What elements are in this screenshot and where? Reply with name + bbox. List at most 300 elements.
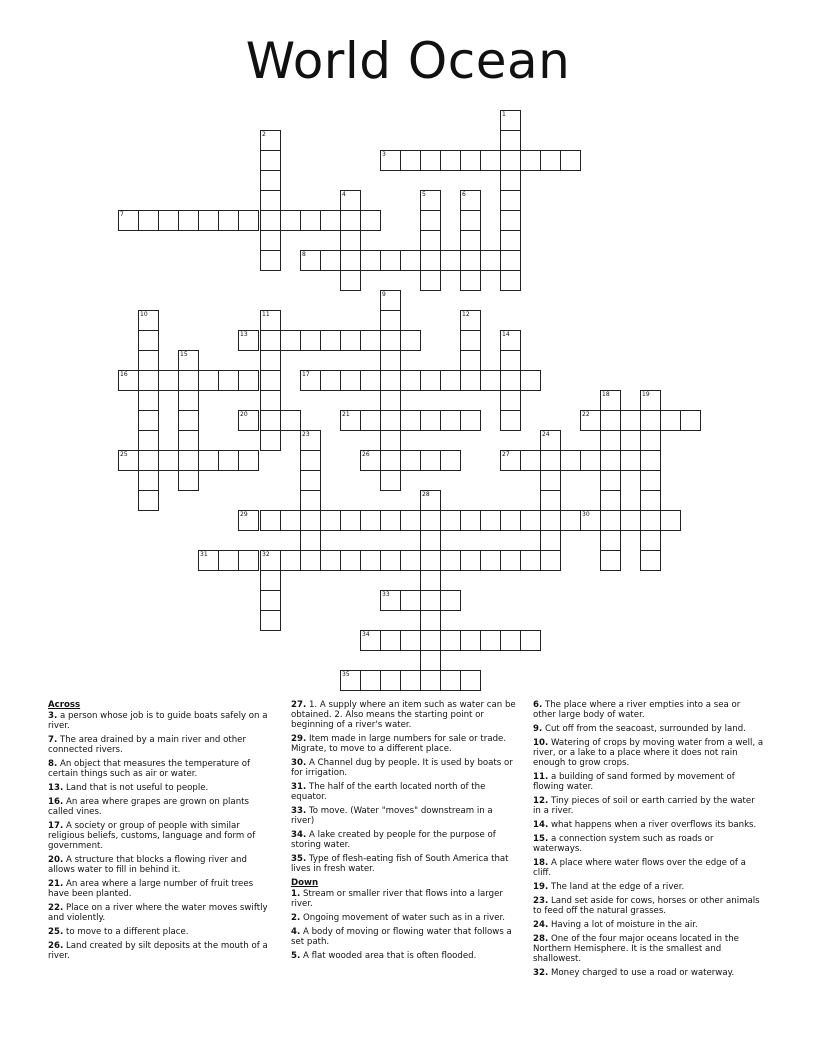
crossword-cell[interactable]	[260, 150, 281, 171]
clue-text: Land set aside for cows, horses or other animals to feed off the natural grasses.	[533, 896, 760, 916]
crossword-cell[interactable]	[420, 590, 441, 611]
crossword-cell[interactable]	[420, 450, 441, 471]
crossword-cell[interactable]	[480, 250, 501, 271]
crossword-cell[interactable]	[580, 450, 601, 471]
crossword-cell[interactable]	[320, 370, 341, 391]
crossword-cell[interactable]	[178, 350, 199, 371]
crossword-cell[interactable]	[460, 330, 481, 351]
clue-number-label: 21.	[48, 879, 64, 889]
clue-number-label: 11.	[533, 772, 549, 782]
crossword-cell[interactable]	[138, 390, 159, 411]
crossword-cell[interactable]	[460, 210, 481, 231]
crossword-cell[interactable]	[280, 210, 301, 231]
crossword-cell[interactable]	[520, 150, 541, 171]
clue-number: 5	[422, 191, 426, 198]
clue-item	[533, 724, 765, 734]
crossword-cell[interactable]	[480, 510, 501, 531]
crossword-cell[interactable]	[218, 550, 239, 571]
crossword-cell[interactable]	[360, 250, 381, 271]
clue-number-label: 27.	[291, 700, 307, 710]
crossword-cell[interactable]	[640, 530, 661, 551]
clue-item	[533, 772, 765, 792]
crossword-cell[interactable]	[440, 670, 461, 691]
crossword-cell[interactable]	[420, 630, 441, 651]
crossword-cell[interactable]	[138, 490, 159, 511]
clue-number: 8	[302, 251, 306, 258]
crossword-cell[interactable]	[360, 670, 381, 691]
crossword-cell[interactable]	[540, 150, 561, 171]
crossword-cell[interactable]	[640, 390, 661, 411]
crossword-cell[interactable]	[480, 150, 501, 171]
crossword-cell[interactable]	[500, 450, 521, 471]
crossword-cell[interactable]	[420, 610, 441, 631]
crossword-cell[interactable]	[260, 130, 281, 151]
clue-number-label: 13.	[48, 783, 64, 793]
crossword-cell[interactable]	[260, 190, 281, 211]
crossword-cell[interactable]	[380, 670, 401, 691]
crossword-cell[interactable]	[460, 410, 481, 431]
crossword-cell[interactable]	[360, 210, 381, 231]
clue-text: A place where water flows over the edge of a cliff.	[533, 858, 746, 878]
crossword-cell[interactable]	[640, 470, 661, 491]
crossword-cell[interactable]	[340, 370, 361, 391]
crossword-cell[interactable]	[460, 630, 481, 651]
clue-text: Ongoing movement of water such as in a river.	[302, 913, 506, 923]
crossword-cell[interactable]	[500, 150, 521, 171]
crossword-cell[interactable]	[380, 410, 401, 431]
crossword-cell[interactable]	[500, 250, 521, 271]
crossword-cell[interactable]	[480, 370, 501, 391]
crossword-cell[interactable]	[218, 450, 239, 471]
crossword-cell[interactable]	[360, 630, 381, 651]
crossword-cell[interactable]	[118, 210, 139, 231]
crossword-cell[interactable]	[400, 330, 421, 351]
crossword-cell[interactable]	[380, 250, 401, 271]
crossword-cell[interactable]	[440, 250, 461, 271]
crossword-cell[interactable]	[460, 310, 481, 331]
crossword-cell[interactable]	[540, 550, 561, 571]
clue-number: 35	[342, 671, 350, 678]
crossword-cell[interactable]	[260, 230, 281, 251]
crossword-cell[interactable]	[260, 250, 281, 271]
crossword-cell[interactable]	[380, 370, 401, 391]
crossword-cell[interactable]	[520, 370, 541, 391]
crossword-cell[interactable]	[238, 210, 259, 231]
crossword-cell[interactable]	[500, 130, 521, 151]
clue-item	[48, 927, 276, 937]
crossword-cell[interactable]	[420, 410, 441, 431]
crossword-cell[interactable]	[340, 270, 361, 291]
clue-number: 9	[382, 291, 386, 298]
crossword-cell[interactable]	[500, 230, 521, 251]
crossword-cell[interactable]	[178, 390, 199, 411]
crossword-cell[interactable]	[640, 450, 661, 471]
crossword-cell[interactable]	[520, 550, 541, 571]
crossword-cell[interactable]	[360, 550, 381, 571]
crossword-cell[interactable]	[400, 630, 421, 651]
crossword-cell[interactable]	[580, 510, 601, 531]
crossword-cell[interactable]	[178, 470, 199, 491]
crossword-cell[interactable]	[300, 450, 321, 471]
crossword-cell[interactable]	[420, 490, 441, 511]
crossword-cell[interactable]	[380, 470, 401, 491]
crossword-cell[interactable]	[118, 370, 139, 391]
crossword-cell[interactable]	[400, 590, 421, 611]
crossword-cell[interactable]	[198, 550, 219, 571]
crossword-cell[interactable]	[320, 210, 341, 231]
crossword-cell[interactable]	[300, 330, 321, 351]
crossword-cell[interactable]	[380, 430, 401, 451]
crossword-cell[interactable]	[540, 430, 561, 451]
crossword-cell[interactable]	[260, 590, 281, 611]
clue-number: 1	[502, 111, 506, 118]
clue-text: Tiny pieces of soil or earth carried by the water in a river.	[533, 796, 755, 816]
crossword-cell[interactable]	[400, 370, 421, 391]
crossword-cell[interactable]	[500, 330, 521, 351]
crossword-cell[interactable]	[300, 470, 321, 491]
clue-item	[533, 896, 765, 916]
crossword-cell[interactable]	[178, 410, 199, 431]
crossword-cell[interactable]	[400, 510, 421, 531]
crossword-cell[interactable]	[500, 350, 521, 371]
crossword-cell[interactable]	[360, 510, 381, 531]
crossword-cell[interactable]	[640, 550, 661, 571]
crossword-cell[interactable]	[218, 210, 239, 231]
crossword-cell[interactable]	[600, 530, 621, 551]
crossword-cell[interactable]	[440, 550, 461, 571]
crossword-cell[interactable]	[460, 190, 481, 211]
crossword-cell[interactable]	[480, 550, 501, 571]
crossword-cell[interactable]	[500, 630, 521, 651]
crossword-cell[interactable]	[360, 450, 381, 471]
crossword-cell[interactable]	[420, 150, 441, 171]
clue-number-label: 26.	[48, 941, 64, 951]
crossword-cell[interactable]	[600, 430, 621, 451]
crossword-cell[interactable]	[600, 510, 621, 531]
crossword-cell[interactable]	[380, 390, 401, 411]
crossword-cell[interactable]	[500, 410, 521, 431]
crossword-cell[interactable]	[420, 210, 441, 231]
crossword-cell[interactable]	[540, 470, 561, 491]
crossword-cell[interactable]	[138, 210, 159, 231]
clue-item	[48, 903, 276, 923]
crossword-cell[interactable]	[360, 410, 381, 431]
crossword-cell[interactable]	[260, 390, 281, 411]
crossword-cell[interactable]	[260, 550, 281, 571]
crossword-cell[interactable]	[340, 510, 361, 531]
clue-text: Place on a river where the water moves swiftly and violently.	[48, 903, 268, 923]
crossword-cell[interactable]	[158, 450, 179, 471]
crossword-cell[interactable]	[540, 530, 561, 551]
crossword-cell[interactable]	[420, 230, 441, 251]
crossword-cell[interactable]	[520, 630, 541, 651]
crossword-cell[interactable]	[400, 550, 421, 571]
clue-number-label: 12.	[533, 796, 549, 806]
crossword-cell[interactable]	[500, 370, 521, 391]
crossword-cell[interactable]	[380, 450, 401, 471]
crossword-cell[interactable]	[640, 490, 661, 511]
clue-number: 30	[582, 511, 590, 518]
crossword-cell[interactable]	[238, 410, 259, 431]
crossword-cell[interactable]	[420, 510, 441, 531]
clue-number-label: 15.	[533, 834, 549, 844]
crossword-cell[interactable]	[420, 550, 441, 571]
crossword-cell[interactable]	[238, 450, 259, 471]
clue-text: Land created by silt deposits at the mouth of a river.	[48, 941, 268, 961]
crossword-cell[interactable]	[138, 350, 159, 371]
crossword-cell[interactable]	[600, 470, 621, 491]
crossword-cell[interactable]	[640, 410, 661, 431]
crossword-cell[interactable]	[260, 430, 281, 451]
crossword-cell[interactable]	[238, 330, 259, 351]
crossword-cell[interactable]	[380, 290, 401, 311]
clue-text: 1. A supply where an item such as water can be obtained. 2. Also means the starting point or beginning of a river's water.	[291, 700, 516, 730]
clue-number-label: 34.	[291, 830, 307, 840]
crossword-cell[interactable]	[218, 370, 239, 391]
clue-item	[533, 934, 765, 964]
crossword-cell[interactable]	[380, 550, 401, 571]
crossword-cell[interactable]	[460, 150, 481, 171]
crossword-cell[interactable]	[440, 410, 461, 431]
crossword-cell[interactable]	[300, 210, 321, 231]
crossword-cell[interactable]	[280, 330, 301, 351]
clue-item	[48, 759, 276, 779]
crossword-cell[interactable]	[178, 450, 199, 471]
crossword-cell[interactable]	[400, 150, 421, 171]
clue-number: 26	[362, 451, 370, 458]
crossword-cell[interactable]	[138, 330, 159, 351]
crossword-cell[interactable]	[280, 550, 301, 571]
crossword-cell[interactable]	[420, 370, 441, 391]
crossword-cell[interactable]	[500, 210, 521, 231]
crossword-cell[interactable]	[620, 410, 641, 431]
crossword-cell[interactable]	[300, 530, 321, 551]
crossword-cell[interactable]	[400, 670, 421, 691]
crossword-cell[interactable]	[280, 410, 301, 431]
clue-text: a connection system such as roads or waterways.	[533, 834, 714, 854]
crossword-cell[interactable]	[600, 450, 621, 471]
crossword-cell[interactable]	[260, 510, 281, 531]
crossword-cell[interactable]	[380, 630, 401, 651]
crossword-cell[interactable]	[300, 430, 321, 451]
crossword-cell[interactable]	[178, 210, 199, 231]
crossword-cell[interactable]	[560, 510, 581, 531]
clue-number-label: 18.	[533, 858, 549, 868]
crossword-cell[interactable]	[340, 330, 361, 351]
crossword-cell[interactable]	[340, 550, 361, 571]
crossword-cell[interactable]	[420, 270, 441, 291]
crossword-cell[interactable]	[640, 510, 661, 531]
clue-number-label: 2.	[291, 913, 301, 923]
clue-number: 10	[140, 311, 148, 318]
crossword-cell[interactable]	[238, 370, 259, 391]
crossword-cell[interactable]	[600, 550, 621, 571]
crossword-cell[interactable]	[520, 510, 541, 531]
crossword-cell[interactable]	[360, 330, 381, 351]
clue-item	[291, 734, 517, 754]
crossword-cell[interactable]	[540, 450, 561, 471]
clue-number: 21	[342, 411, 350, 418]
clue-item	[291, 806, 517, 826]
clue-number: 27	[502, 451, 510, 458]
crossword-cell[interactable]	[500, 270, 521, 291]
crossword-cell[interactable]	[440, 150, 461, 171]
crossword-cell[interactable]	[300, 550, 321, 571]
crossword-cell[interactable]	[178, 430, 199, 451]
crossword-cell[interactable]	[500, 390, 521, 411]
crossword-cell[interactable]	[500, 110, 521, 131]
crossword-cell[interactable]	[340, 670, 361, 691]
crossword-cell[interactable]	[460, 370, 481, 391]
crossword-cell[interactable]	[680, 410, 701, 431]
clue-number-label: 10.	[533, 738, 549, 748]
crossword-cell[interactable]	[460, 230, 481, 251]
crossword-cell[interactable]	[260, 330, 281, 351]
crossword-cell[interactable]	[580, 410, 601, 431]
crossword-cell[interactable]	[260, 610, 281, 631]
crossword-cell[interactable]	[620, 450, 641, 471]
clue-number: 11	[262, 311, 270, 318]
crossword-cell[interactable]	[600, 410, 621, 431]
crossword-cell[interactable]	[640, 430, 661, 451]
clues-column-3	[533, 700, 765, 982]
crossword-cell[interactable]	[138, 450, 159, 471]
clue-number: 24	[542, 431, 550, 438]
crossword-cell[interactable]	[300, 250, 321, 271]
crossword-cell[interactable]	[420, 190, 441, 211]
crossword-cell[interactable]	[300, 510, 321, 531]
crossword-cell[interactable]	[400, 250, 421, 271]
crossword-cell[interactable]	[620, 510, 641, 531]
clue-number-label: 32.	[533, 968, 549, 978]
crossword-cell[interactable]	[480, 630, 501, 651]
clue-item	[533, 882, 765, 892]
crossword-cell[interactable]	[198, 370, 219, 391]
clue-item	[533, 968, 765, 978]
crossword-cell[interactable]	[380, 150, 401, 171]
crossword-cell[interactable]	[380, 330, 401, 351]
crossword-cell[interactable]	[138, 370, 159, 391]
crossword-cell[interactable]	[460, 270, 481, 291]
crossword-cell[interactable]	[260, 350, 281, 371]
clue-item	[291, 758, 517, 778]
clue-item	[533, 858, 765, 878]
crossword-cell[interactable]	[600, 490, 621, 511]
crossword-cell[interactable]	[138, 470, 159, 491]
crossword-cell[interactable]	[460, 510, 481, 531]
clue-text: A body of moving or flowing water that follows a set path.	[291, 927, 512, 947]
crossword-cell[interactable]	[158, 370, 179, 391]
crossword-cell[interactable]	[118, 450, 139, 471]
crossword-cell[interactable]	[500, 510, 521, 531]
crossword-cell[interactable]	[560, 150, 581, 171]
clue-text: The place where a river empties into a sea or other large body of water.	[533, 700, 741, 720]
clue-number: 16	[120, 371, 128, 378]
crossword-cell[interactable]	[440, 590, 461, 611]
crossword-cell[interactable]	[420, 530, 441, 551]
crossword-cell[interactable]	[420, 250, 441, 271]
crossword-cell[interactable]	[540, 490, 561, 511]
crossword-cell[interactable]	[360, 370, 381, 391]
crossword-cell[interactable]	[260, 410, 281, 431]
crossword-cell[interactable]	[320, 250, 341, 271]
crossword-cell[interactable]	[400, 410, 421, 431]
crossword-cell[interactable]	[340, 410, 361, 431]
clue-number: 12	[462, 311, 470, 318]
crossword-cell[interactable]	[158, 210, 179, 231]
crossword-cell[interactable]	[400, 450, 421, 471]
crossword-cell[interactable]	[260, 370, 281, 391]
crossword-cell[interactable]	[260, 170, 281, 191]
crossword-cell[interactable]	[520, 450, 541, 471]
crossword-cell[interactable]	[320, 330, 341, 351]
crossword-cell[interactable]	[380, 590, 401, 611]
crossword-cell[interactable]	[540, 510, 561, 531]
crossword-cell[interactable]	[340, 250, 361, 271]
crossword-cell[interactable]	[560, 450, 581, 471]
crossword-cell[interactable]	[380, 510, 401, 531]
crossword-cell[interactable]	[380, 350, 401, 371]
crossword-cell[interactable]	[340, 190, 361, 211]
crossword-cell[interactable]	[440, 450, 461, 471]
crossword-cell[interactable]	[460, 250, 481, 271]
clue-item	[48, 879, 276, 899]
crossword-cell[interactable]	[420, 670, 441, 691]
crossword-cell[interactable]	[460, 550, 481, 571]
crossword-cell[interactable]	[198, 210, 219, 231]
clue-number: 25	[120, 451, 128, 458]
crossword-cell[interactable]	[420, 650, 441, 671]
crossword-cell[interactable]	[138, 310, 159, 331]
crossword-cell[interactable]	[238, 510, 259, 531]
crossword-cell[interactable]	[260, 310, 281, 331]
crossword-cell[interactable]	[600, 390, 621, 411]
crossword-cell[interactable]	[260, 210, 281, 231]
crossword-cell[interactable]	[460, 350, 481, 371]
crossword-cell[interactable]	[340, 210, 361, 231]
crossword-cell[interactable]	[440, 630, 461, 651]
crossword-cell[interactable]	[138, 410, 159, 431]
crossword-cell[interactable]	[198, 450, 219, 471]
clue-text: A Channel dug by people. It is used by boats or for irrigation.	[291, 758, 513, 778]
crossword-cell[interactable]	[440, 510, 461, 531]
crossword-cell[interactable]	[280, 510, 301, 531]
crossword-cell[interactable]	[260, 570, 281, 591]
crossword-cell[interactable]	[660, 510, 681, 531]
crossword-cell[interactable]	[300, 490, 321, 511]
crossword-cell[interactable]	[500, 170, 521, 191]
crossword-cell[interactable]	[340, 230, 361, 251]
crossword-cell[interactable]	[660, 410, 681, 431]
crossword-cell[interactable]	[238, 550, 259, 571]
crossword-cell[interactable]	[500, 550, 521, 571]
clue-text: A flat wooded area that is often flooded.	[302, 951, 477, 961]
crossword-cell[interactable]	[500, 190, 521, 211]
crossword-cell[interactable]	[320, 550, 341, 571]
crossword-cell[interactable]	[440, 370, 461, 391]
crossword-cell[interactable]	[460, 670, 481, 691]
crossword-cell[interactable]	[138, 430, 159, 451]
clue-number: 29	[240, 511, 248, 518]
crossword-cell[interactable]	[420, 570, 441, 591]
clue-text: Cut off from the seacoast, surrounded by land.	[544, 724, 746, 734]
crossword-cell[interactable]	[300, 370, 321, 391]
crossword-cell[interactable]	[320, 510, 341, 531]
crossword-cell[interactable]	[380, 310, 401, 331]
clue-item	[291, 927, 517, 947]
crossword-cell[interactable]	[178, 370, 199, 391]
clue-text: a person whose job is to guide boats safely on a river.	[48, 711, 268, 731]
